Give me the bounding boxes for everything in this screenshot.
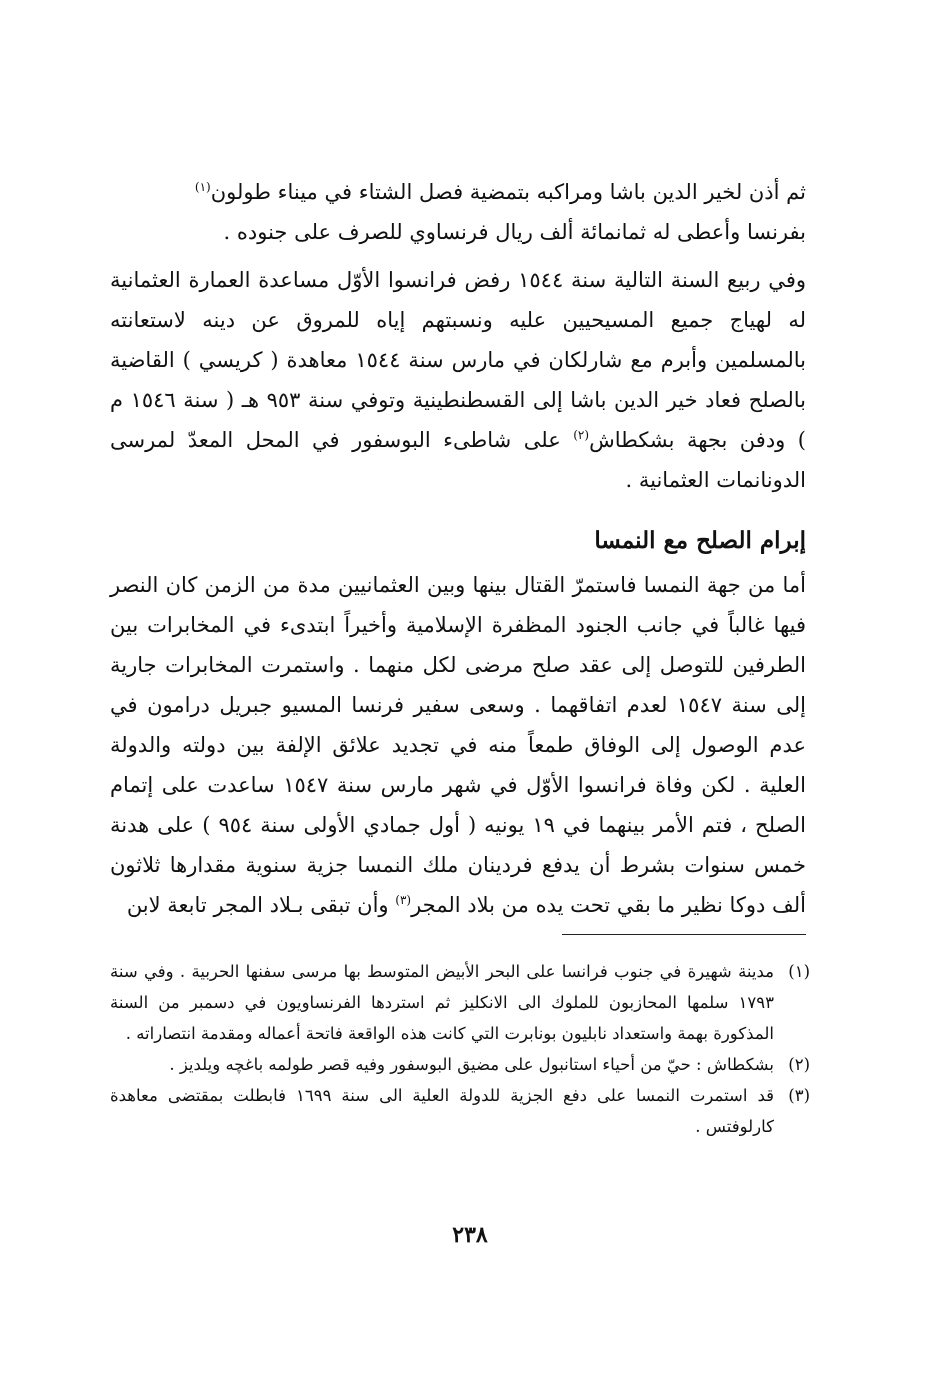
page-number: ٢٣٨ — [452, 1222, 488, 1248]
section-heading: إبرام الصلح مع النمسا — [594, 527, 806, 554]
paragraph-3-part-2: وأن تبقى بـلاد المجر تابعة لابن — [126, 893, 396, 917]
footnotes — [110, 956, 810, 1142]
footnote-text: قد استمرت النمسا على دفع الجزية للدولة العلية الى سنة ١٦٩٩ فابطلت بمقتضى معاهدة كارلوفتس . — [110, 1086, 774, 1136]
footnote-text: مدينة شهيرة في جنوب فرانسا على البحر الأبيض المتوسط بها مرسى سفنها الحربية . وفي سنة ١٧٩٣ سلمها المحازبون للملوك الى الانكليز ثم استردها الفرنساويون في دسمبر من السنة المذكورة بهمة واستعداد نابليون بونابرت التي كانت هذه الواقعة فاتحة أعماله ومقدمة انتصاراته . — [110, 962, 774, 1043]
paragraph-2-part-1: وفي ربيع السنة التالية سنة ١٥٤٤ رفض فرانسوا الأوّل مساعدة العمارة العثمانية له لهياج جميع المسيحيين عليه ونسبتهم إياه للمروق عن دينه لاستعانته بالمسلمين وأبرم مع شارلكان في مارس سنة ١٥٤٤ معاهدة ( كريسي ) القاضية بالصلح فعاد خير الدين باشا إلى القسطنطينية وتوفي سنة ٩٥٣ هـ ( سنة ١٥٤٦ م ) ودفن بجهة بشكطاش — [110, 268, 807, 452]
footnote-ref-1: (١) — [194, 180, 211, 194]
footnote-text: بشكطاش : حيّ من أحياء استانبول على مضيق البوسفور وفيه قصر طولمه باغچه ويلديز . — [169, 1055, 774, 1074]
paragraph-1 — [110, 172, 806, 252]
footnote-ref-3: (٣) — [395, 893, 412, 907]
paragraph-2 — [110, 260, 806, 500]
footnote-number: (١) — [788, 962, 810, 981]
footnote-ref-2: (٢) — [573, 428, 590, 442]
paragraph-1-line-2: بفرنسا وأعطى له ثمانمائة ألف ريال فرنساوي للصرف على جنوده . — [223, 220, 806, 244]
footnote-2 — [110, 1049, 810, 1080]
paragraph-3-part-1: أما من جهة النمسا فاستمرّ القتال بينها وبين العثمانيين مدة من الزمن كان النصر فيها غالباً في جانب الجنود المظفرة الإسلامية وأخيراً ابتدىء في المخابرات بين الطرفين للتوصل إلى عقد صلح مرضى لكل منهما . واستمرت المخابرات جارية إلى سنة ١٥٤٧ لعدم اتفاقهما . وسعى سفير فرنسا المسيو جبريل درامون في عدم الوصول إلى الوفاق طمعاً منه في تجديد علائق الإلفة بين دولته والدولة العلية . لكن وفاة فرانسوا الأوّل في شهر مارس سنة ١٥٤٧ ساعدت على إتمام الصلح ، فتم الأمر بينهما في ١٩ يونيه ( أول جمادي الأولى سنة ٩٥٤ ) على هدنة خمس سنوات بشرط أن يدفع فردينان ملك النمسا جزية سنوية مقدارها ثلاثون ألف دوكا نظير ما بقي تحت يده من بلاد المجر — [110, 573, 806, 917]
footnote-separator — [562, 934, 806, 935]
paragraph-3 — [110, 565, 806, 925]
footnote-number: (٣) — [788, 1086, 810, 1105]
footnote-3 — [110, 1080, 810, 1142]
footnote-number: (٢) — [788, 1055, 810, 1074]
paragraph-1-line-1: ثم أذن لخير الدين باشا ومراكبه بتمضية فصل الشتاء في ميناء طولون — [210, 180, 806, 204]
paragraph-2-part-2: على شاطىء البوسفور في المحل المعدّ لمرسى الدونانمات العثمانية . — [110, 428, 806, 492]
footnote-1 — [110, 956, 810, 1049]
